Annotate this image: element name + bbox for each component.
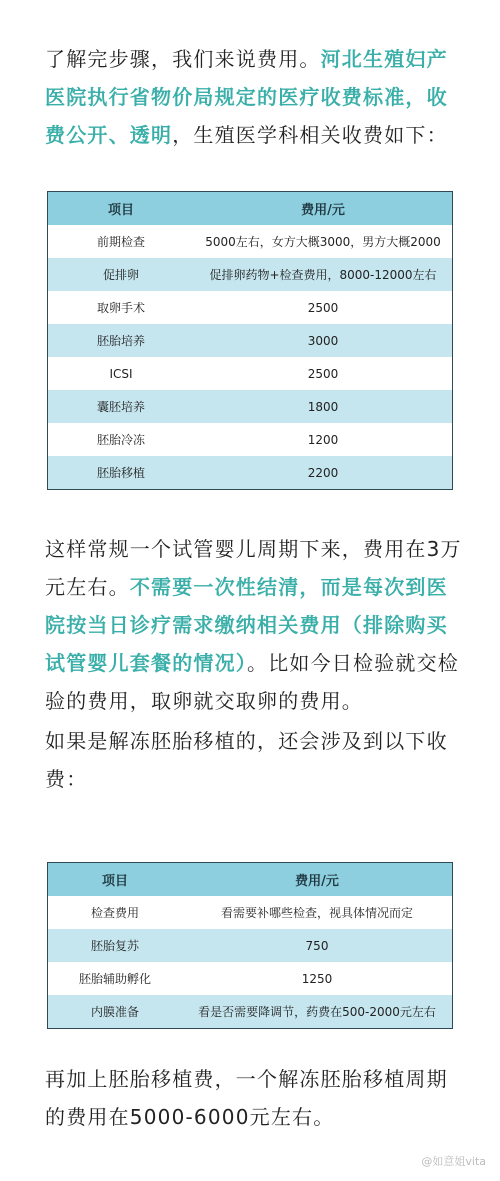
cost-text-plain: 这样常规一个试管婴儿周期下来，费用在3万元左右。: [45, 537, 462, 599]
table-header: [48, 192, 452, 225]
cell-item: 胚胎冷冻: [96, 433, 145, 447]
table-row: [48, 995, 452, 1028]
cell-fee: 5000左右，女方大概3000，男方大概2000: [205, 235, 441, 249]
cell-item: 促排卵: [102, 268, 139, 282]
cell-fee: 看是否需要降调节，药费在500-2000元左右: [198, 1005, 436, 1019]
cell-fee: 3000: [307, 333, 339, 348]
table-row: [48, 456, 452, 489]
header-item: 项目: [101, 874, 128, 889]
cell-fee: 1800: [307, 399, 339, 414]
cell-fee: 1250: [301, 971, 333, 986]
cell-fee: 2500: [307, 366, 339, 381]
header-item: 项目: [107, 203, 134, 218]
header-fee: 费用/元: [295, 874, 339, 889]
table-row: [48, 962, 452, 995]
table-row: [48, 357, 452, 390]
table-row: [48, 291, 452, 324]
cell-fee: 2500: [307, 300, 339, 315]
table-row: [48, 324, 452, 357]
cost-paragraph: [45, 530, 463, 720]
cell-item: 胚胎辅助孵化: [78, 972, 151, 986]
table-row: [48, 929, 452, 962]
header-fee: 费用/元: [301, 203, 345, 218]
cell-item: 胚胎复苏: [90, 939, 139, 953]
fee-table: [47, 191, 453, 490]
watermark: @如意姐vita: [421, 1155, 486, 1168]
frozen-fee-table: [47, 862, 453, 1029]
cell-item: 胚胎移植: [96, 466, 145, 480]
table-header: [48, 863, 452, 896]
cell-item: 胚胎培养: [96, 334, 145, 348]
table-row: [48, 423, 452, 456]
cell-item: 内膜准备: [90, 1005, 139, 1019]
cell-item: 前期检查: [96, 235, 145, 249]
cost-text-highlight: 不需要一次性结清，而是每次到医院按当日诊疗需求缴纳相关费用（排除购买试管婴儿套餐的情况）: [45, 575, 448, 675]
cost-text-plain-2: 。比如今日检验就交检验的费用，取卵就交取卵的费用。: [45, 651, 459, 713]
intro-paragraph: [45, 40, 463, 154]
intro-text-highlight: 河北生殖妇产医院执行省物价局规定的医疗收费标准，收费公开、透明: [45, 47, 448, 147]
frozen-transfer-paragraph: 如果是解冻胚胎移植的，还会涉及到以下收费：: [45, 729, 448, 791]
table-row: [48, 258, 452, 291]
cell-item: ICSI: [109, 366, 133, 381]
cell-fee: 750: [305, 938, 329, 953]
cell-item: 检查费用: [90, 906, 139, 920]
table-row: [48, 896, 452, 929]
closing-paragraph: 再加上胚胎移植费，一个解冻胚胎移植周期的费用在5000-6000元左右。: [45, 1067, 448, 1129]
intro-text-plain-2: ，生殖医学科相关收费如下：: [172, 123, 448, 147]
intro-text-plain: 了解完步骤，我们来说费用。: [45, 47, 321, 71]
cell-item: 取卵手术: [96, 301, 145, 315]
table-row: [48, 225, 452, 258]
cell-fee: 2200: [307, 465, 339, 480]
cell-fee: 1200: [307, 432, 339, 447]
table-row: [48, 390, 452, 423]
cell-item: 囊胚培养: [96, 400, 145, 414]
cell-fee: 看需要补哪些检查，视具体情况而定: [220, 906, 413, 920]
cell-fee: 促排卵药物+检查费用，8000-12000左右: [209, 268, 437, 282]
